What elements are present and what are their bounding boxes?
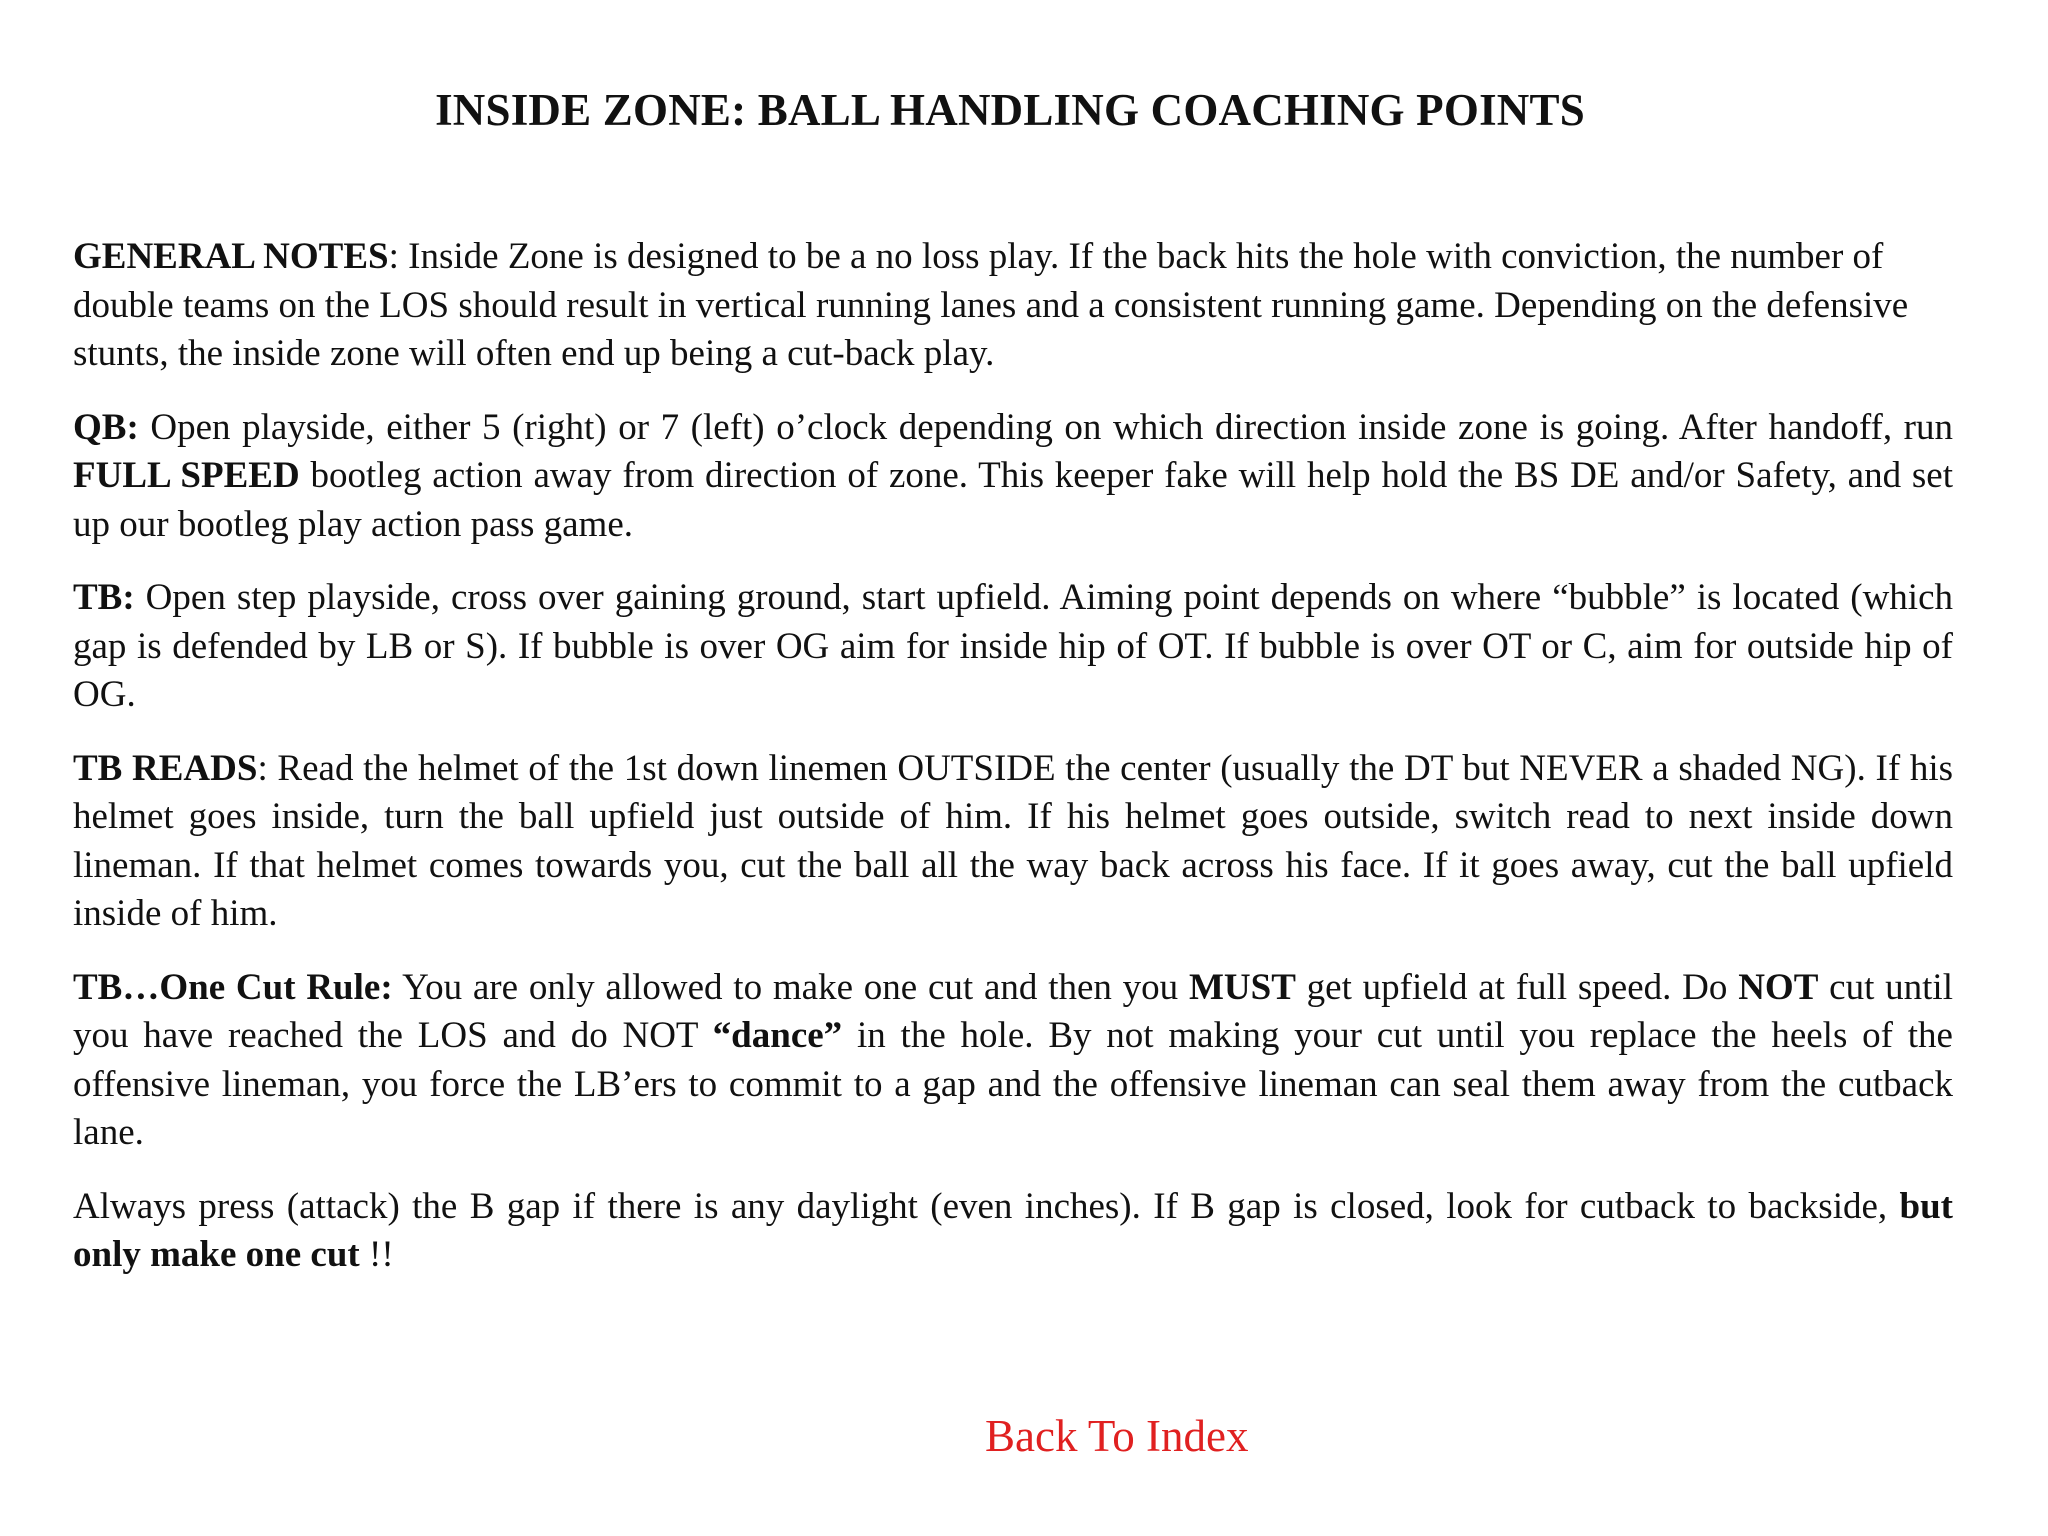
general-notes-text: Inside Zone is designed to be a no loss play. If the back hits the hole with conviction, the number of double teams on the LOS should result in vertical running lanes and a consistent running game. Depending on the defensive stunts, the inside zone will often end up being a cut-back play. (73, 236, 1909, 374)
qb-text-2: bootleg action away from direction of zone. This keeper fake will help hold the BS DE and/or Safety, and set up our bootleg play action pass game. (73, 455, 1953, 545)
tb-reads-paragraph (73, 745, 1953, 939)
general-notes-heading: GENERAL NOTES (73, 236, 389, 277)
one-cut-must-emphasis: MUST (1188, 966, 1296, 1008)
qb-full-speed-emphasis: FULL SPEED (73, 455, 300, 496)
one-cut-text-4: in the hole. By not making your cut until you replace the heels of the offensive lineman, you force the LB’ers to commit to a gap and the offensive lineman can seal them away from the cutback lane. (73, 1015, 1953, 1153)
one-cut-dance-emphasis: “dance” (712, 1015, 843, 1056)
qb-heading: QB: (73, 406, 139, 448)
back-to-index-link[interactable]: Back To Index (985, 1411, 1249, 1461)
one-cut-emphasis: but only make one cut (73, 1185, 1953, 1275)
tb-text: Open step playside, cross over gaining ground, start upfield. Aiming point depends on where “bubble” is located (which gap is defended by LB or S). If bubble is over OG aim for inside hip of OT. If bubble is over OT or C, aim for outside hip of OG. (73, 577, 1953, 715)
tb-paragraph (73, 574, 1953, 720)
always-press-paragraph (73, 1183, 1953, 1280)
page-title: INSIDE ZONE: BALL HANDLING COACHING POINTS (435, 85, 1585, 135)
tb-reads-colon: : (257, 747, 278, 789)
tb-reads-text: Read the helmet of the 1st down linemen OUTSIDE the center (usually the DT but NEVER a shaded NG). If his helmet goes inside, turn the ball upfield just outside of him. If his helmet goes outside, switch read to next inside down lineman. If that helmet comes towards you, cut the ball all the way back across his face. If it goes away, cut the ball upfield inside of him. (73, 747, 1953, 934)
always-press-text-1: Always press (attack) the B gap if there is any daylight (even inches). If B gap is closed, look for cutback to backside, (73, 1185, 1900, 1227)
coaching-points-body (73, 233, 1953, 1305)
one-cut-text-2: get upfield at full speed. Do (1295, 966, 1739, 1008)
always-press-text-2: !! (359, 1234, 394, 1275)
one-cut-rule-paragraph (73, 964, 1953, 1158)
one-cut-rule-heading: TB…One Cut Rule: (73, 966, 393, 1008)
qb-paragraph (73, 404, 1953, 550)
tb-heading: TB: (73, 577, 135, 618)
tb-reads-heading: TB READS (73, 747, 258, 789)
general-notes-colon: : (388, 236, 409, 277)
qb-text-1: Open playside, either 5 (right) or 7 (left) o’clock depending on which direction inside zone is going. After handoff, run (138, 406, 1953, 448)
one-cut-text-1: You are only allowed to make one cut and then you (392, 966, 1189, 1008)
one-cut-not-emphasis: NOT (1738, 966, 1819, 1008)
one-cut-text-3: cut until you have reached the LOS and do NOT (73, 966, 1953, 1056)
general-notes-paragraph (73, 233, 1953, 379)
